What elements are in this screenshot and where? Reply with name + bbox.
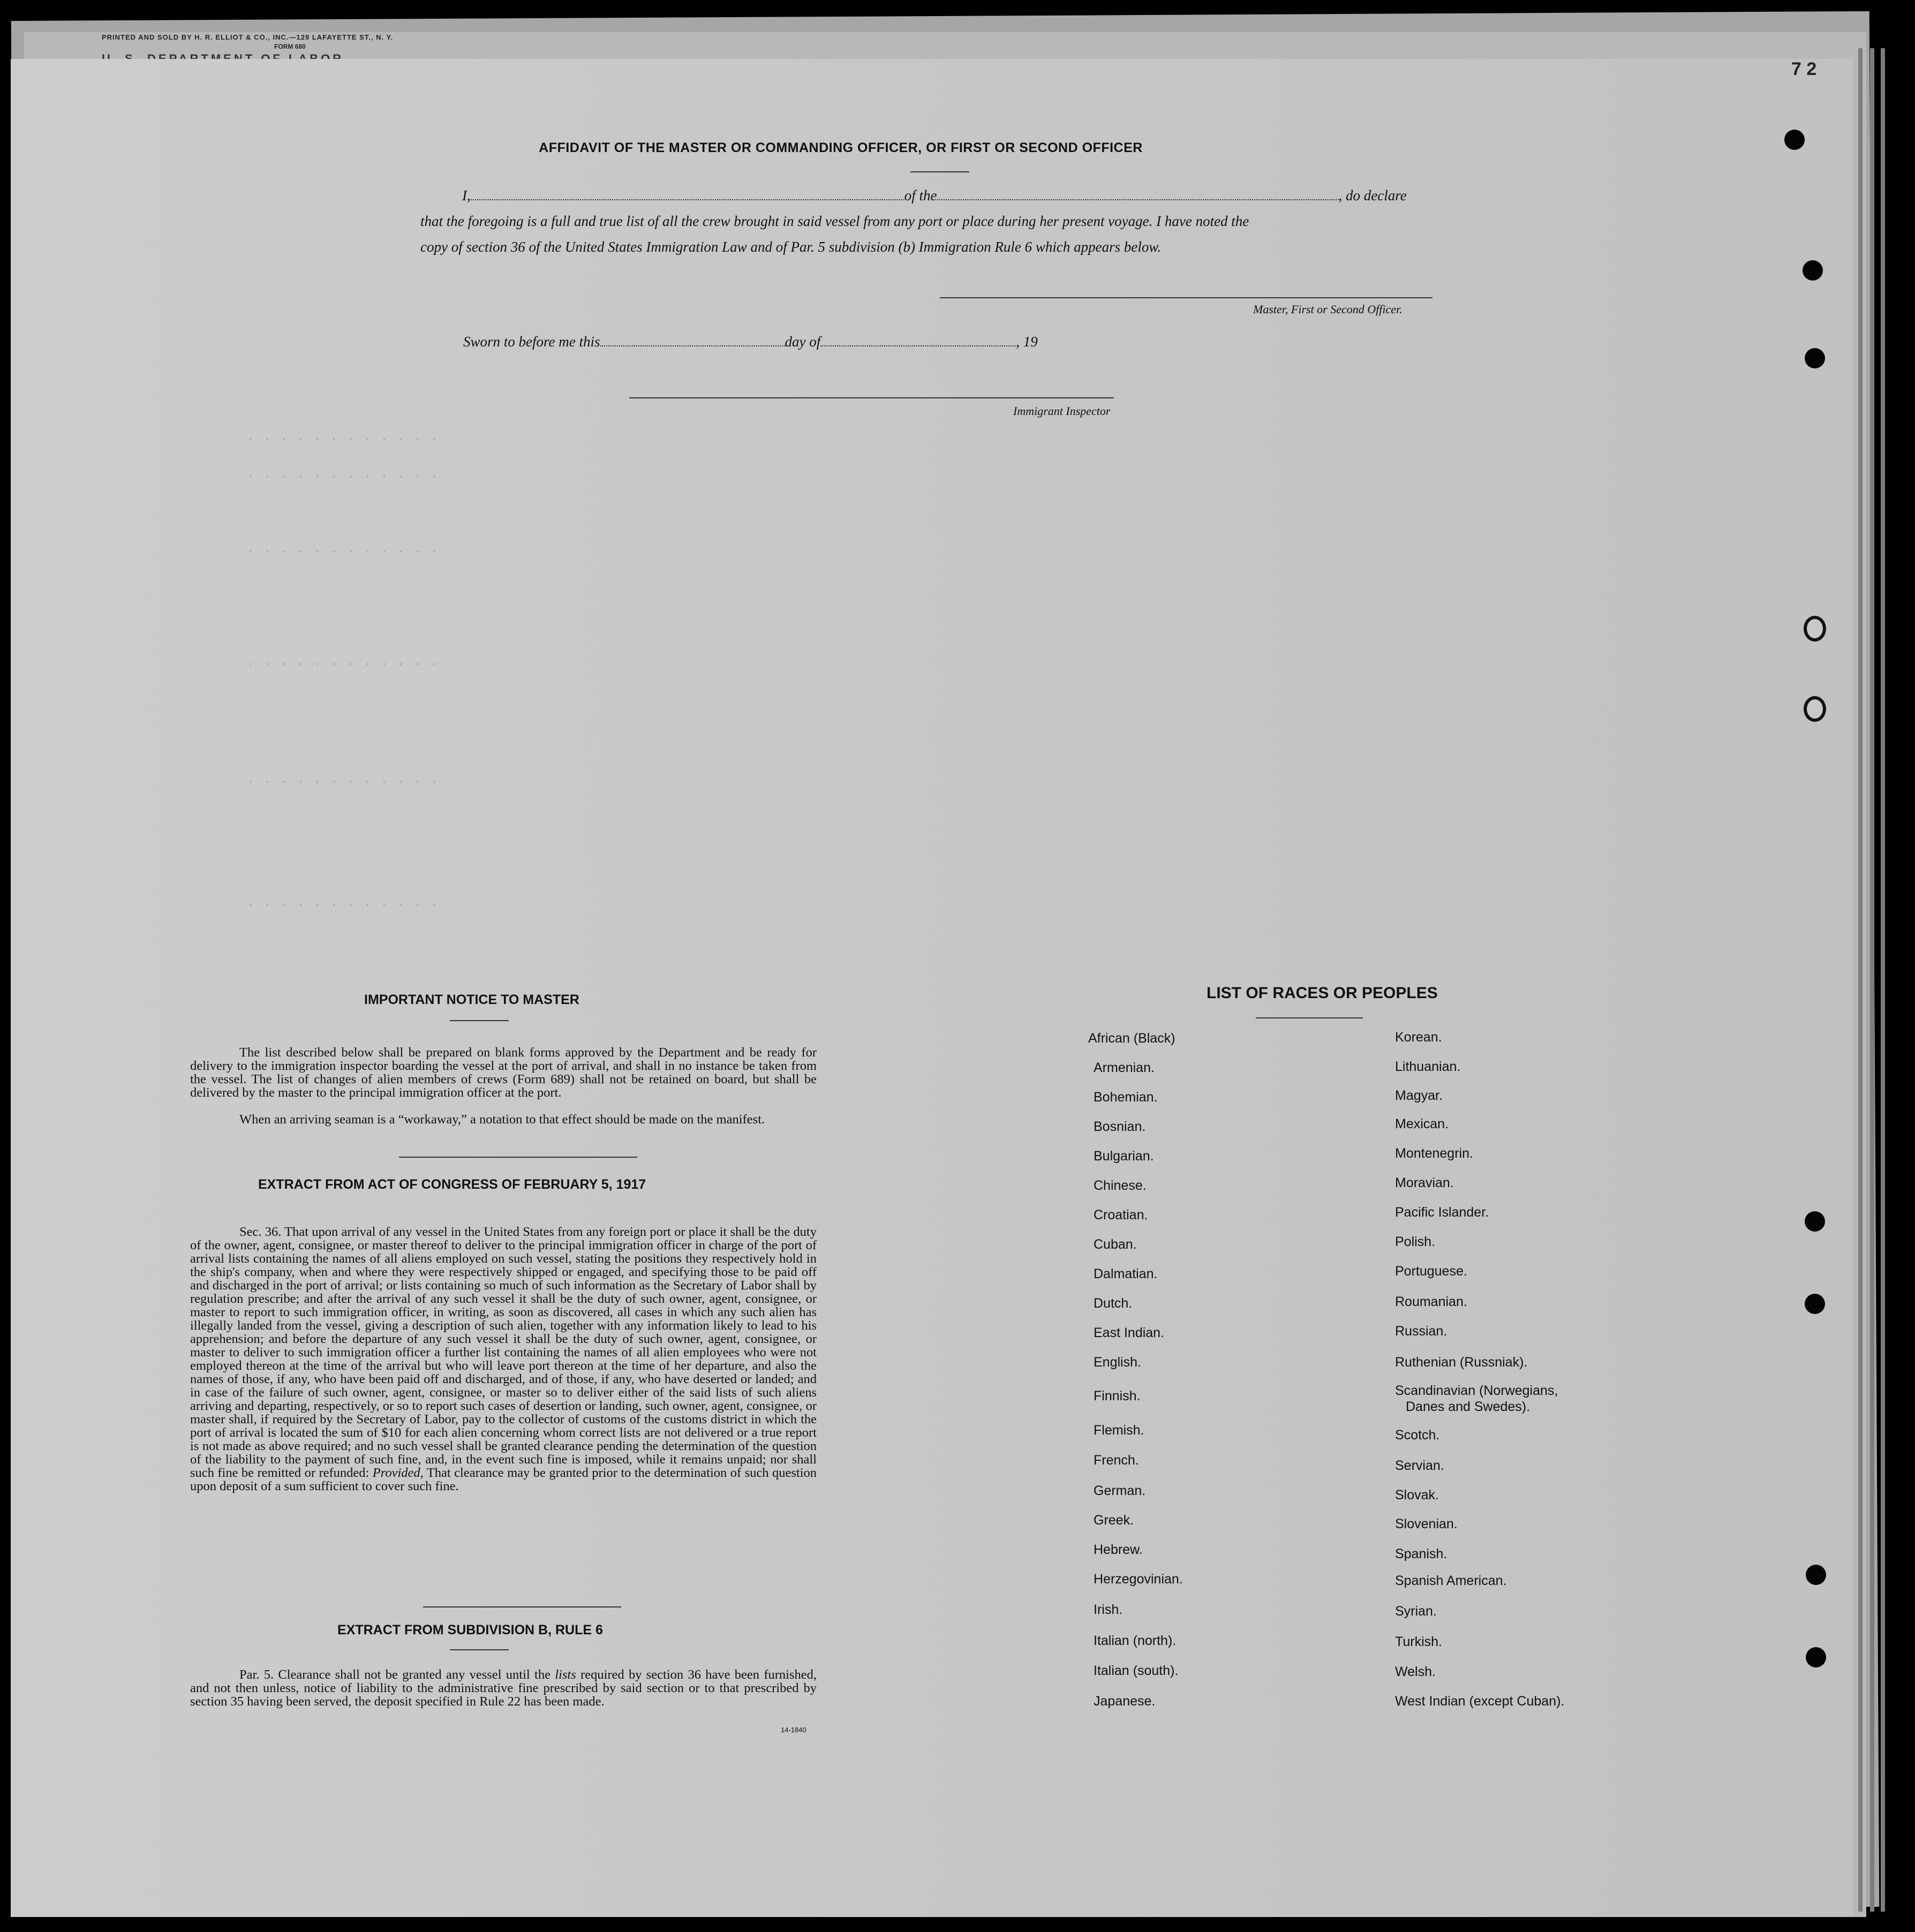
punch-hole-ring xyxy=(1804,696,1826,722)
rule-extract-text xyxy=(190,1668,817,1708)
page-edge xyxy=(1881,48,1885,1912)
notice-paragraph-1: The list described below shall be prepared on blank forms approved by the Department and be ready for delivery to the immigration inspector boarding the vessel at the port of arrival, and shall in no instance be taken from the vessel. The list of changes of alien members of crews (Form 689) shall not be retained on board, but shall be delivered by the master to the principal immigration officer at the port. xyxy=(190,1045,817,1100)
race-item: Scandinavian (Norwegians, xyxy=(1395,1383,1558,1398)
page-edge xyxy=(1870,48,1874,1912)
race-item: Korean. xyxy=(1395,1030,1442,1045)
printer-credit: PRINTED AND SOLD BY H. R. ELLIOT & CO., INC.—129 LAFAYETTE ST., N. Y. xyxy=(102,33,394,41)
act-extract-title: EXTRACT FROM ACT OF CONGRESS OF FEBRUARY 5, 1917 xyxy=(258,1177,646,1192)
divider xyxy=(423,1606,621,1608)
rule-extract-lists: lists xyxy=(555,1667,576,1682)
form-code: 14-1840 xyxy=(781,1726,806,1734)
affidavit-of-label: of the xyxy=(904,187,937,203)
affidavit-declare-label: , do declare xyxy=(1338,187,1407,203)
act-extract-proviso: Provided, xyxy=(372,1466,424,1480)
race-item: English. xyxy=(1094,1355,1141,1370)
race-item: African (Black) xyxy=(1088,1031,1175,1046)
punch-hole xyxy=(1803,260,1823,281)
inspector-signature-line xyxy=(629,397,1114,398)
rule-extract-body-end: required by section 36 have been furnished, and not then unless, notice of liability to the administrative fine prescribed by said section or to that prescribed by section 35 having been served, the deposit specified in Rule 22 has been made. xyxy=(190,1667,817,1709)
race-item: Chinese. xyxy=(1094,1178,1147,1193)
sworn-line xyxy=(463,334,1038,350)
form-number: FORM 680 xyxy=(274,43,306,50)
punch-hole xyxy=(1806,1647,1826,1667)
act-extract-body-end: That clearance may be granted prior to the determination of such question upon deposit of a sum sufficient to cover such fine. xyxy=(190,1466,817,1493)
inspector-signature-label: Immigrant Inspector xyxy=(1013,404,1111,418)
race-item: Polish. xyxy=(1395,1234,1436,1249)
bleed-through: . . . . . . . . . . . . xyxy=(246,771,439,787)
race-item: Finnish. xyxy=(1094,1388,1141,1403)
race-item: Herzegovinian. xyxy=(1094,1572,1183,1587)
race-item: Bosnian. xyxy=(1094,1119,1146,1134)
race-item: Welsh. xyxy=(1395,1664,1436,1679)
race-item: Spanish American. xyxy=(1395,1573,1507,1588)
race-item: Danes and Swedes). xyxy=(1406,1399,1531,1414)
bleed-through: . . . . . . . . . . . . xyxy=(246,541,439,557)
race-item: Irish. xyxy=(1094,1602,1123,1617)
race-item: Servian. xyxy=(1395,1458,1444,1473)
race-item: Portuguese. xyxy=(1395,1264,1467,1279)
year-label: , 19 xyxy=(1016,334,1038,350)
officer-signature-line xyxy=(940,297,1433,298)
act-extract-body: Sec. 36. That upon arrival of any vessel in the United States from any foreign port or place it shall be the duty of the owner, agent, consignee, or master thereof to deliver to the principal immigration officer in charge of the port of arrival lists containing the names of all aliens employed on such vessel, stating the positions they respectively hold in the ship's company, when and where they were respectively shipped or engaged, and specifying those to be paid off and discharged in the port of arrival; or lists containing so much of such information as the Secretary of Labor shall by regulation prescribe; and after the arrival of any such vessel it shall be the duty of such owner, agent, consignee, or master to report to such immigration officer, in writing, as soon as discovered, all cases in which any such alien has illegally landed from the vessel, giving a description of such alien, together with any information likely to lead to his apprehension; and before the departure of any such vessel it shall be the duty of such owner, agent, consignee, or master to deliver to such immigration officer a further list containing the names of all alien employees who were not employed thereon at the time of the arrival but who will leave port thereon at the time of her departure, and also the names of those, if any, who have been paid off and discharged, and of those, if any, who have deserted or landed; and in case of the failure of such owner, agent, consignee, or master so to deliver either of the said lists of such aliens arriving and departing, respectively, or so to report such cases of desertion or landing, such owner, agent, consignee, or master shall, if required by the Secretary of Labor, pay to the collector of customs of the customs district in which the port of arrival is located the sum of $10 for each alien concerning whom correct lists are not delivered or a true report is not made as above required; and no such vessel shall be granted clearance pending the determination of the question of the liability to the payment of such fine, and, in the event such fine is imposed, while it remains unpaid; nor shall such fine be remitted or refunded: xyxy=(190,1225,817,1480)
punch-hole xyxy=(1805,1211,1825,1232)
race-item: Lithuanian. xyxy=(1395,1059,1461,1074)
day-of-label: day of xyxy=(785,334,821,350)
race-item: Italian (north). xyxy=(1094,1633,1177,1648)
race-item: Dalmatian. xyxy=(1094,1266,1158,1281)
punch-hole-ring xyxy=(1804,616,1826,642)
race-item: Flemish. xyxy=(1094,1423,1144,1438)
rule-extract-body: Par. 5. Clearance shall not be granted any vessel until the xyxy=(239,1667,555,1682)
punch-hole xyxy=(1805,348,1825,368)
race-item: Ruthenian (Russniak). xyxy=(1395,1355,1528,1370)
affidavit-line-3: copy of section 36 of the United States Immigration Law and of Par. 5 subdivision (b) Immigration Rule 6 which appears below. xyxy=(420,239,1162,255)
race-item: Bulgarian. xyxy=(1094,1149,1154,1164)
race-item: Syrian. xyxy=(1395,1604,1437,1619)
page-edge xyxy=(1858,48,1863,1912)
race-item: Armenian. xyxy=(1094,1060,1155,1075)
divider xyxy=(399,1157,637,1158)
bleed-through: . . . . . . . . . . . . xyxy=(246,894,439,910)
race-item: Turkish. xyxy=(1395,1634,1442,1649)
bleed-through: . . . . . . . . . . . . xyxy=(246,653,439,669)
race-item: Slovak. xyxy=(1395,1488,1439,1503)
race-item: Croatian. xyxy=(1094,1208,1148,1222)
punch-hole xyxy=(1806,1565,1826,1585)
master-name-field xyxy=(471,199,904,200)
races-title: LIST OF RACES OR PEOPLES xyxy=(1207,984,1438,1002)
bleed-through: . . . . . . . . . . . . xyxy=(246,466,439,482)
act-extract-text xyxy=(190,1225,817,1493)
affidavit-i-label: I, xyxy=(462,187,471,203)
race-item: Roumanian. xyxy=(1395,1294,1467,1309)
sworn-month-field xyxy=(820,345,1016,346)
race-item: Montenegrin. xyxy=(1395,1146,1473,1161)
race-item: Italian (south). xyxy=(1094,1663,1179,1678)
race-item: Russian. xyxy=(1395,1324,1447,1339)
sworn-day-field xyxy=(600,345,785,346)
sworn-label: Sworn to before me this xyxy=(463,334,600,350)
race-item: West Indian (except Cuban). xyxy=(1395,1694,1565,1709)
vessel-name-field xyxy=(937,199,1339,200)
race-item: Hebrew. xyxy=(1094,1542,1143,1557)
divider xyxy=(910,171,969,172)
corner-mark: 7 2 xyxy=(1791,59,1817,79)
race-item: Greek. xyxy=(1094,1513,1134,1528)
race-item: Cuban. xyxy=(1094,1237,1137,1252)
divider xyxy=(450,1649,509,1650)
race-item: Pacific Islander. xyxy=(1395,1205,1489,1220)
punch-hole xyxy=(1805,1294,1825,1314)
race-item: Bohemian. xyxy=(1094,1090,1158,1105)
affidavit-title: AFFIDAVIT OF THE MASTER OR COMMANDING OFFICER, OR FIRST OR SECOND OFFICER xyxy=(539,140,1143,155)
race-item: Japanese. xyxy=(1094,1694,1156,1709)
race-item: East Indian. xyxy=(1094,1325,1165,1340)
punch-hole xyxy=(1784,130,1805,150)
divider xyxy=(450,1020,509,1021)
race-item: German. xyxy=(1094,1483,1146,1498)
affidavit-declaration-line xyxy=(462,187,1407,204)
document-page xyxy=(11,59,1853,1917)
race-item: Slovenian. xyxy=(1395,1516,1458,1531)
divider xyxy=(1256,1017,1363,1018)
officer-signature-label: Master, First or Second Officer. xyxy=(1253,303,1403,316)
race-item: Moravian. xyxy=(1395,1175,1454,1190)
race-item: French. xyxy=(1094,1453,1139,1468)
bleed-through: . . . . . . . . . . . . xyxy=(246,428,439,444)
race-item: Dutch. xyxy=(1094,1296,1133,1311)
race-item: Magyar. xyxy=(1395,1088,1443,1103)
notice-paragraph-2: When an arriving seaman is a “workaway,” a notation to that effect should be made on the manifest. xyxy=(239,1112,765,1127)
race-item: Spanish. xyxy=(1395,1546,1447,1561)
affidavit-line-2: that the foregoing is a full and true list of all the crew brought in said vessel from any port or place during her present voyage. I have noted the xyxy=(420,213,1249,229)
race-item: Mexican. xyxy=(1395,1116,1449,1131)
notice-title: IMPORTANT NOTICE TO MASTER xyxy=(364,992,579,1007)
rule-extract-title: EXTRACT FROM SUBDIVISION B, RULE 6 xyxy=(337,1622,603,1637)
race-item: Scotch. xyxy=(1395,1428,1440,1443)
